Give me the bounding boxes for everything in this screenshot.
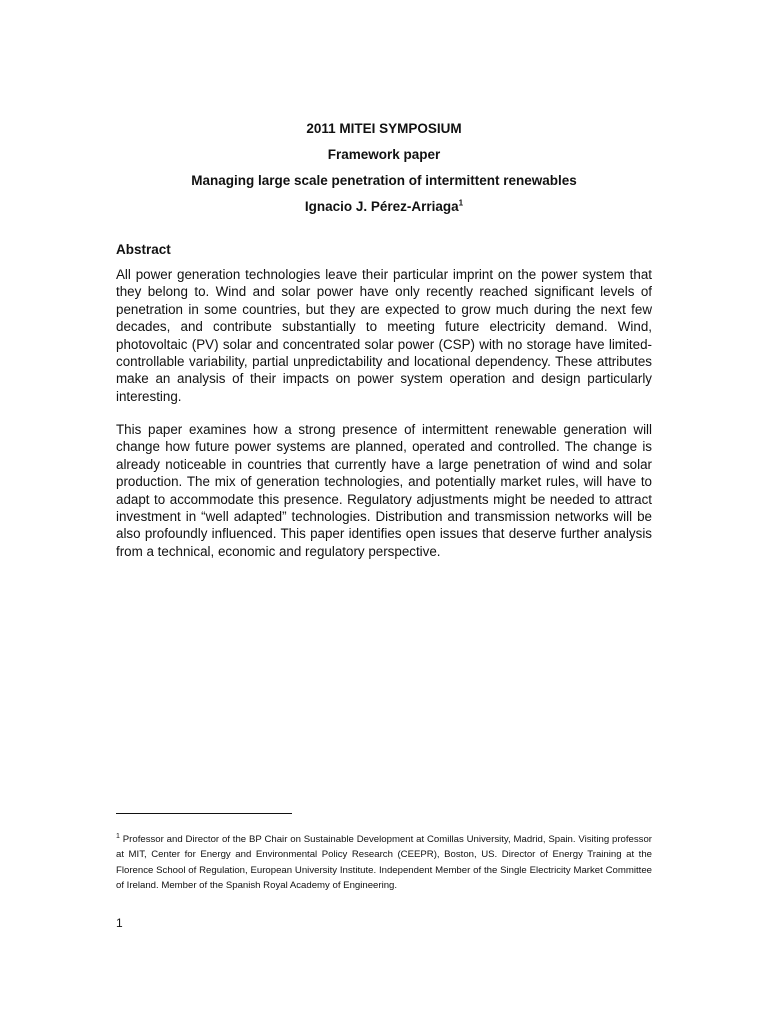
footnote-separator [116, 813, 292, 814]
author-line [116, 194, 652, 220]
symposium-heading: 2011 MITEI SYMPOSIUM [306, 121, 462, 136]
title-block [116, 116, 652, 220]
abstract-heading: Abstract [116, 242, 171, 257]
author-name: Ignacio J. Pérez-Arriaga [304, 199, 459, 214]
author-footnote-marker: 1 [458, 198, 464, 208]
paper-title: Managing large scale penetration of intermittent renewables [191, 173, 577, 188]
paper-type-heading: Framework paper [327, 147, 441, 162]
abstract-paragraph: All power generation technologies leave their particular imprint on the power system that they belong to. Wind and solar power have only recently reached significant levels of penetration in some countries, but they are expected to grow much during the next few decades, and contribute substantially to meeting future electricity demand. Wind, photovoltaic (PV) solar and concentrated solar power (CSP) with no storage have limited-controllable variability, partial unpredictability and locational dependency. These attributes make an analysis of their impacts on power system operation and design particularly interesting. [116, 267, 652, 404]
footnote-marker: 1 [116, 832, 120, 840]
footnote-text: Professor and Director of the BP Chair on Sustainable Development at Comillas University, Madrid, Spain. Visiting professor at MIT, Center for Energy and Environmental Policy Research (CEEPR), Boston, US. Director of Energy Training at the Florence School of Regulation, European University Institute. Independent Member of the Single Electricity Market Committee of Ireland. Member of the Spanish Royal Academy of Engineering. [116, 834, 652, 892]
page-number: 1 [116, 916, 123, 930]
abstract-paragraph: This paper examines how a strong presence of intermittent renewable generation will change how future power systems are planned, operated and controlled. The change is already noticeable in countries that currently have a large penetration of wind and solar production. The mix of generation technologies, and potentially market rules, will have to adapt to accommodate this presence. Regulatory adjustments might be needed to attract investment in “well adapted” technologies. Distribution and transmission networks will be also profoundly influenced. This paper identifies open issues that deserve further analysis from a technical, economic and regulatory perspective. [116, 422, 652, 559]
footnote [116, 832, 652, 894]
